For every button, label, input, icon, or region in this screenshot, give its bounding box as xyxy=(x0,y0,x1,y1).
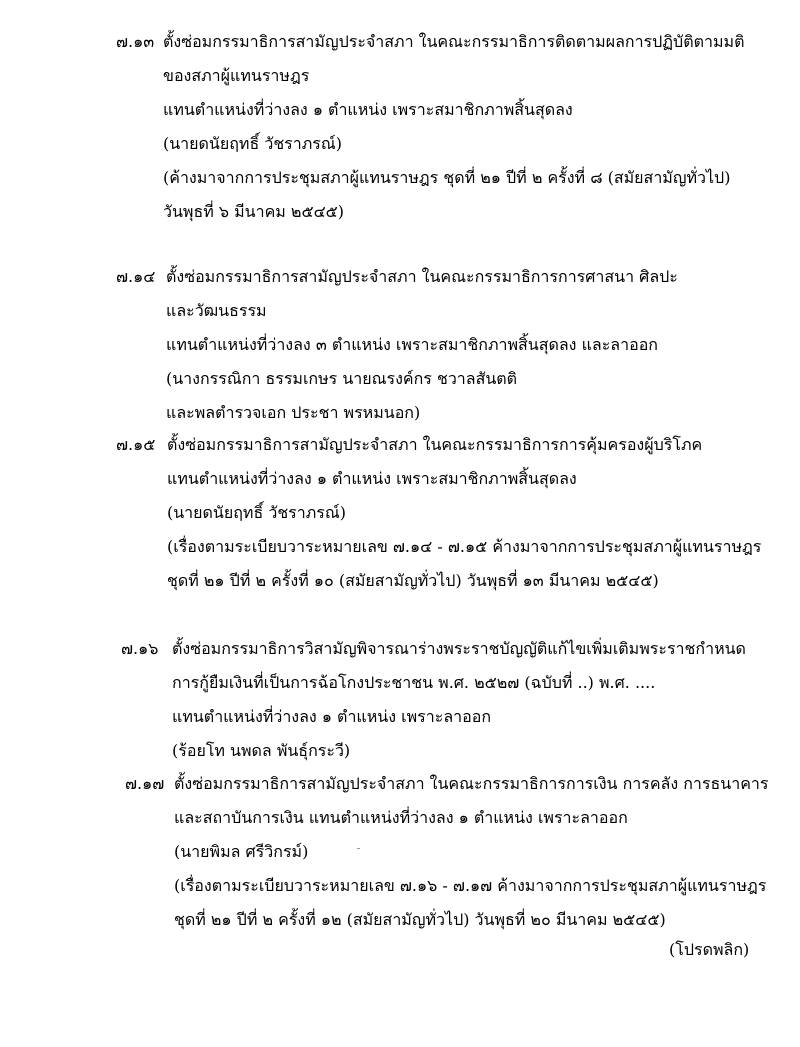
item-title-line: ตั้งซ่อมกรรมาธิการสามัญประจำสภา ในคณะกรรมาธิการติดตามผลการปฏิบัติตามมติ xyxy=(163,32,745,51)
item-title-line: และวัฒนธรรม xyxy=(166,301,267,320)
item-number: ๗.๑๗ xyxy=(125,774,165,793)
item-detail-line: ชุดที่ ๒๑ ปีที่ ๒ ครั้งที่ ๑๐ (สมัยสามัญทั่วไป) วันพุธที่ ๑๓ มีนาคม ๒๕๔๕) xyxy=(167,571,659,590)
item-detail-line: วันพุธที่ ๖ มีนาคม ๒๕๔๕) xyxy=(163,202,345,221)
item-title-line: ตั้งซ่อมกรรมาธิการสามัญประจำสภา ในคณะกรรมาธิการการเงิน การคลัง การธนาคาร xyxy=(174,774,769,793)
item-number: ๗.๑๓ xyxy=(116,32,155,51)
item-title-line: ตั้งซ่อมกรรมาธิการสามัญประจำสภา ในคณะกรรมาธิการการคุ้มครองผู้บริโภค xyxy=(167,435,703,454)
item-number: ๗.๑๖ xyxy=(121,639,159,658)
item-detail-line: (ค้างมาจากการประชุมสภาผู้แทนราษฎร ชุดที่ ๒๑ ปีที่ ๒ ครั้งที่ ๘ (สมัยสามัญทั่วไป) xyxy=(163,168,731,187)
page-turn-note: (โปรดพลิก) xyxy=(669,940,750,959)
item-detail-line: (เรื่องตามระเบียบวาระหมายเลข ๗.๑๔ - ๗.๑๕ ค้างมาจากการประชุมสภาผู้แทนราษฎร xyxy=(167,537,762,556)
item-detail-line: แทนตำแหน่งที่ว่างลง ๑ ตำแหน่ง เพราะสมาชิกภาพสิ้นสุดลง xyxy=(167,469,577,488)
item-detail-line: แทนตำแหน่งที่ว่างลง ๑ ตำแหน่ง เพราะสมาชิกภาพสิ้นสุดลง xyxy=(163,100,573,119)
item-detail-line: แทนตำแหน่งที่ว่างลง ๓ ตำแหน่ง เพราะสมาชิกภาพสิ้นสุดลง และลาออก xyxy=(166,335,658,354)
item-detail-line: (นางกรรณิกา ธรรมเกษร นายณรงค์กร ชวาลสันตติ xyxy=(166,369,518,388)
item-detail-line: (นายดนัยฤทธิ์ วัชราภรณ์) xyxy=(163,134,342,153)
item-title-line: ตั้งซ่อมกรรมาธิการสามัญประจำสภา ในคณะกรรมาธิการการศาสนา ศิลปะ xyxy=(166,267,678,286)
item-title-line: ของสภาผู้แทนราษฎร xyxy=(163,66,310,85)
item-detail-line: และสถาบันการเงิน แทนตำแหน่งที่ว่างลง ๑ ตำแหน่ง เพราะลาออก xyxy=(174,808,628,827)
item-detail-line: (เรื่องตามระเบียบวาระหมายเลข ๗.๑๖ - ๗.๑๗ ค้างมาจากการประชุมสภาผู้แทนราษฎร xyxy=(174,876,767,895)
item-detail-line: (นายพิมล ศรีวิกรม์) xyxy=(174,842,309,861)
item-detail-line: และพลตำรวจเอก ประชา พรหมนอก) xyxy=(166,403,421,422)
item-number: ๗.๑๕ xyxy=(116,435,156,454)
item-detail-line: (ร้อยโท นพดล พันธุ์กระวี) xyxy=(172,741,351,760)
scan-speck xyxy=(357,848,360,849)
item-detail-line: (นายดนัยฤทธิ์ วัชราภรณ์) xyxy=(167,503,346,522)
item-title-line: ตั้งซ่อมกรรมาธิการวิสามัญพิจารณาร่างพระราชบัญญัติแก้ไขเพิ่มเติมพระราชกำหนด xyxy=(172,639,746,658)
item-title-line: การกู้ยืมเงินที่เป็นการฉ้อโกงประชาชน พ.ศ. ๒๕๒๗ (ฉบับที่ ..) พ.ศ. .... xyxy=(172,673,656,692)
item-number: ๗.๑๔ xyxy=(116,267,156,286)
item-detail-line: ชุดที่ ๒๑ ปีที่ ๒ ครั้งที่ ๑๒ (สมัยสามัญทั่วไป) วันพุธที่ ๒๐ มีนาคม ๒๕๔๕) xyxy=(174,910,666,929)
item-detail-line: แทนตำแหน่งที่ว่างลง ๑ ตำแหน่ง เพราะลาออก xyxy=(172,707,492,726)
